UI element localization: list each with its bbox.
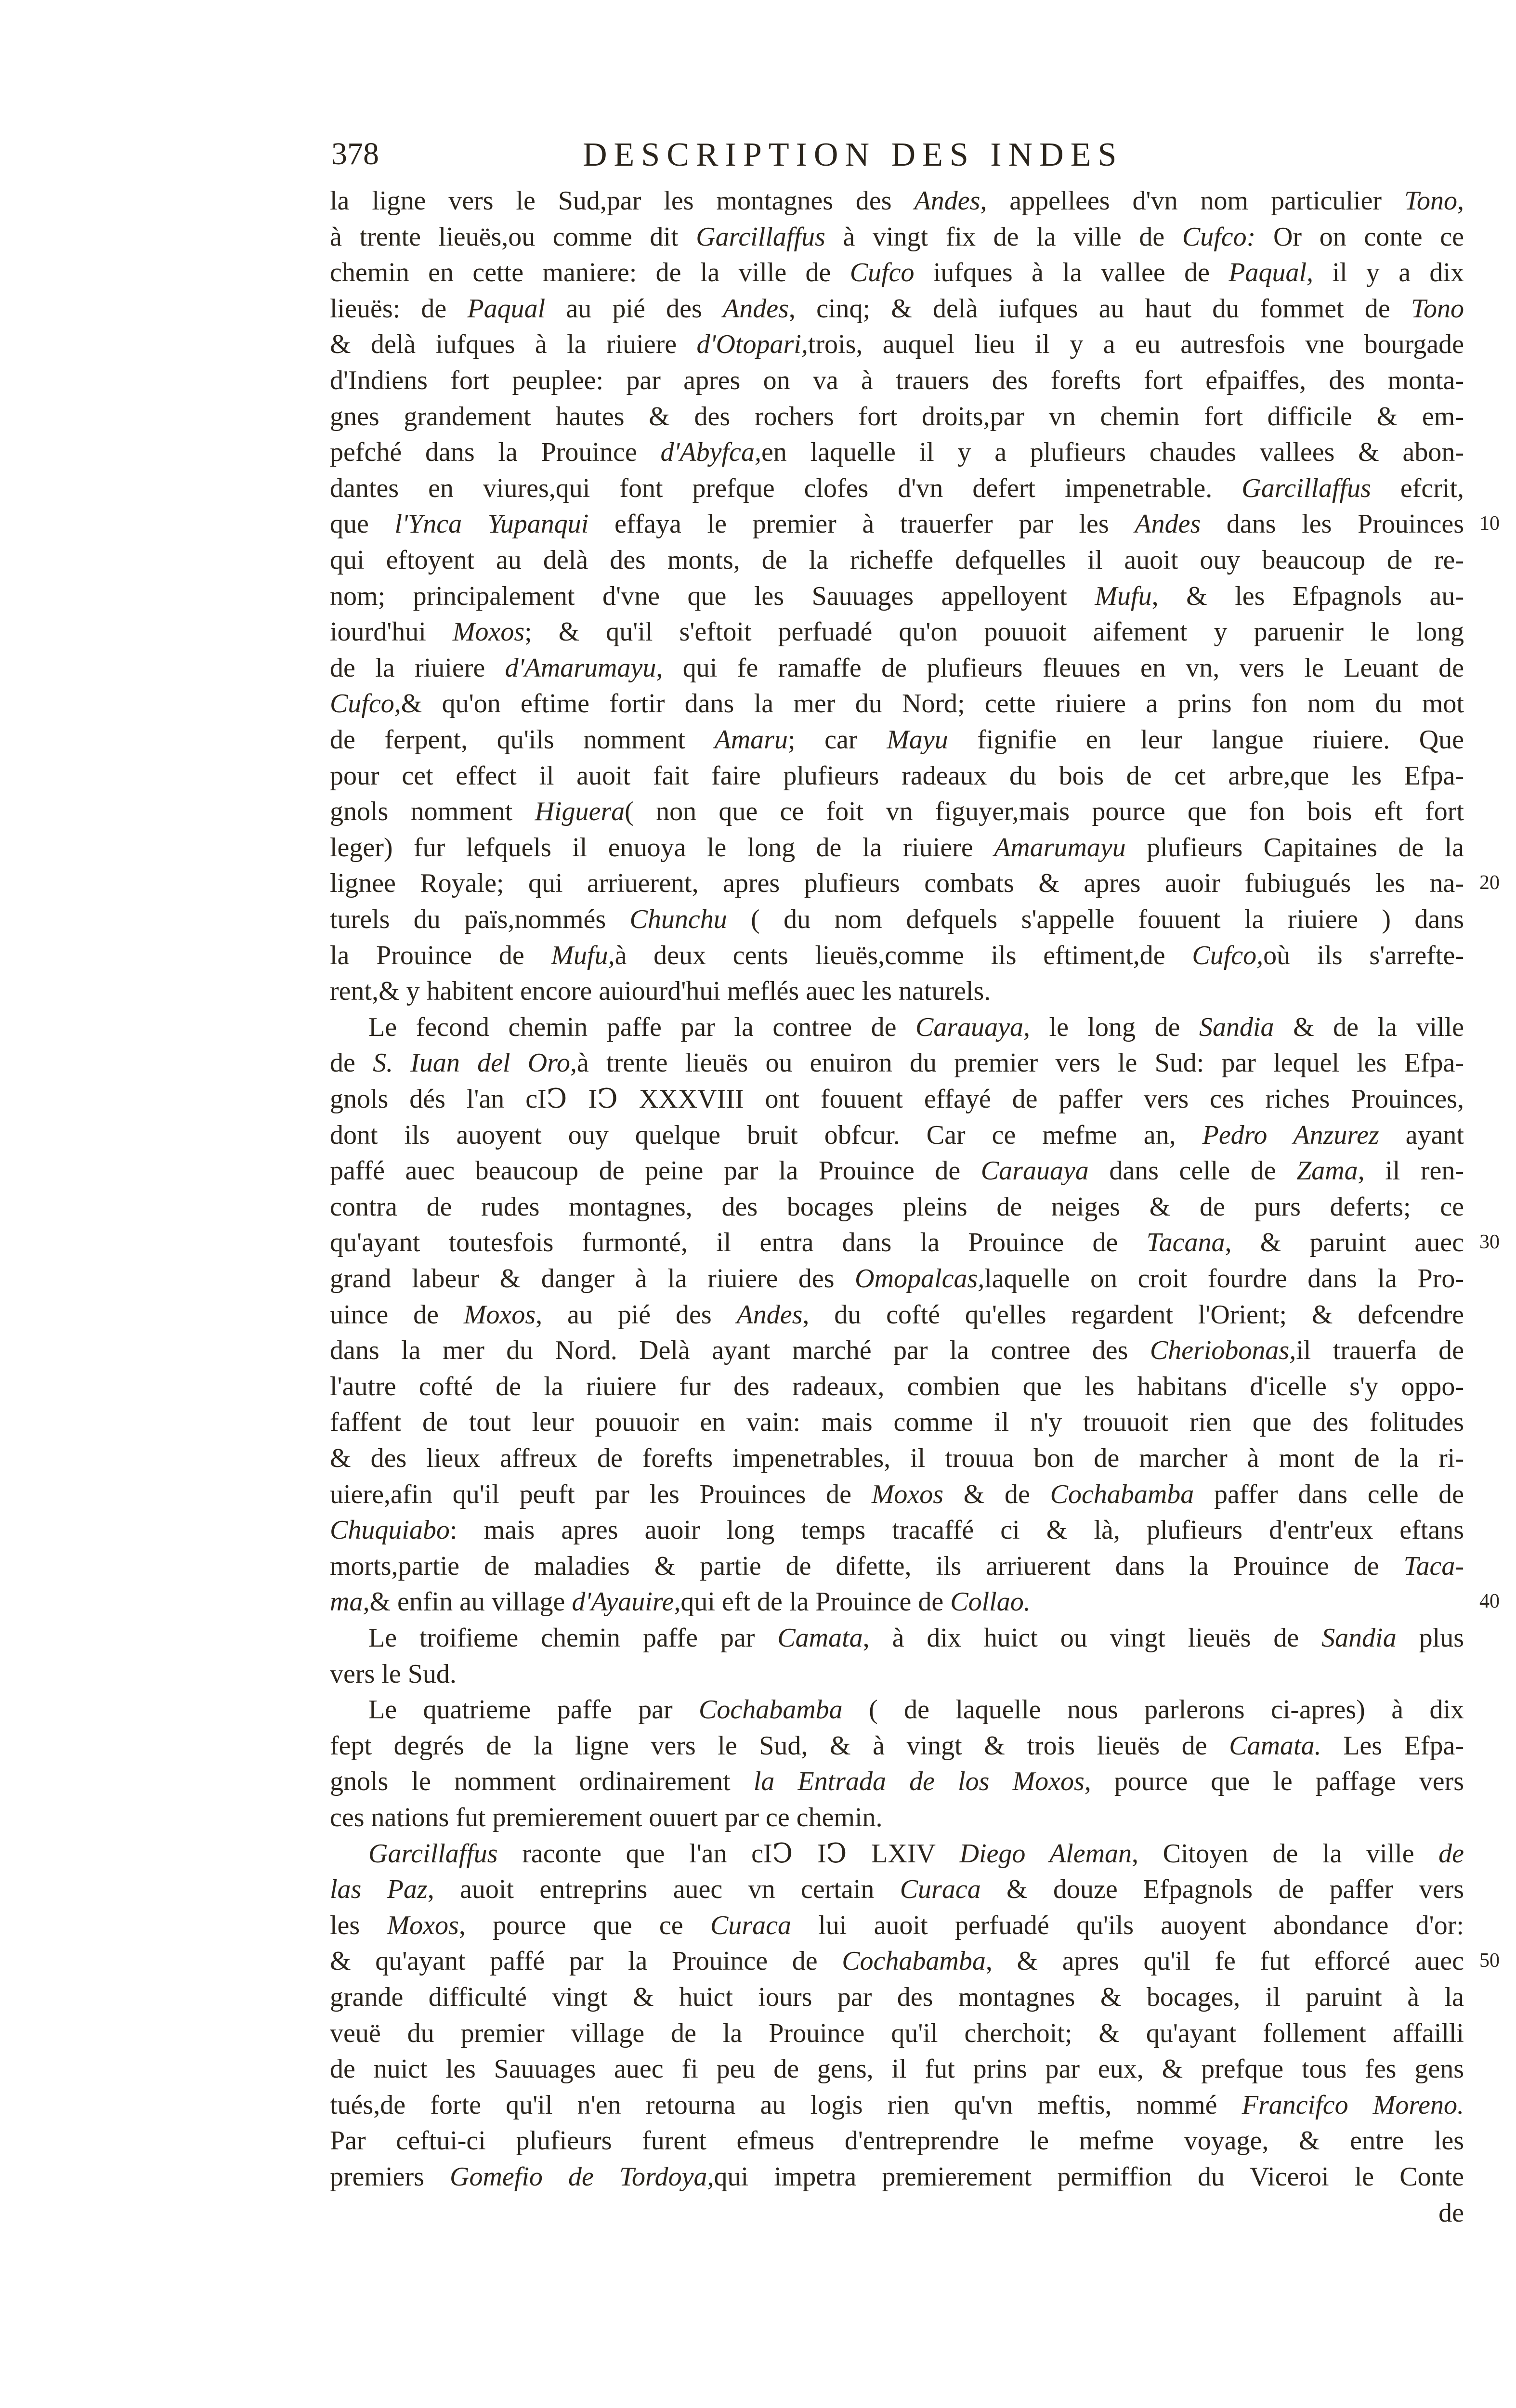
text-line — [330, 794, 1464, 829]
text-segment: à trente lieuës,ou comme dit — [330, 222, 696, 252]
text-line — [330, 1764, 1464, 1799]
text-segment: ; car — [787, 725, 887, 755]
text-segment: qui impetra premierement permiffion du Viceroi le Conte — [714, 2162, 1464, 2192]
text-segment: , le long de — [1023, 1012, 1199, 1042]
text-line — [330, 1153, 1464, 1189]
text-segment: à deux cents lieuës,comme ils eftiment,de — [614, 940, 1192, 970]
text-line — [330, 578, 1464, 614]
italic-proper-name: Omopalcas, — [855, 1264, 985, 1294]
text-line — [330, 219, 1464, 255]
text-line — [330, 1620, 1464, 1656]
text-line — [330, 1081, 1464, 1117]
text-line — [330, 1548, 1464, 1584]
italic-proper-name: d'Ayauire, — [572, 1587, 681, 1617]
text-segment: , à dix huict ou vingt lieuës de — [863, 1623, 1322, 1653]
italic-proper-name: Cochabamba — [1050, 1479, 1194, 1509]
margin-line-number-50: 50 — [1479, 1950, 1500, 1972]
text-segment: rent,& y habitent encore auiourd'hui meflés auec les naturels. — [330, 976, 991, 1007]
text-segment: d'Indiens fort peuplee: par apres on va à trauers des forefts fort efpaiffes, des monta- — [330, 366, 1464, 395]
italic-proper-name: Cufco: — [1182, 222, 1256, 252]
text-segment: , qui fe ramaffe de plufieurs fleuues en vn, vers le Leuant de — [656, 653, 1464, 683]
italic-proper-name: Moxos — [387, 1910, 459, 1940]
text-segment: fept degrés de la ligne vers le Sud, & à vingt & trois lieuës de — [330, 1730, 1229, 1761]
italic-proper-name: Paqual, — [1228, 258, 1314, 288]
text-segment: ; & qu'il s'eftoit perfuadé qu'on pouuoit aifement y paruenir le long — [524, 617, 1464, 647]
text-segment: de nuict les Sauuages auec fi peu de gens, il fut prins par eux, & prefque tous fes gens — [330, 2054, 1464, 2084]
text-segment: ( non que ce foit vn figuyer,mais pource que fon bois eft fort — [625, 797, 1464, 827]
text-segment: , & paruint auec — [1225, 1228, 1464, 1258]
italic-proper-name: Cochabamba — [842, 1946, 986, 1976]
text-segment: Or on conte ce — [1255, 222, 1464, 252]
text-line — [330, 399, 1464, 434]
text-segment: ces nations fut premierement ouuert par ce chemin. — [330, 1803, 883, 1832]
italic-proper-name: S. Iuan del Oro, — [373, 1048, 577, 1078]
italic-proper-name: Garcillaffus — [368, 1838, 498, 1869]
text-segment: contra de rudes montagnes, des bocages pleins de neiges & de purs deferts; ce — [330, 1191, 1464, 1222]
text-segment: morts,partie de maladies & partie de difette, ils arriuerent dans la Prouince de — [330, 1551, 1404, 1581]
text-segment: gnols dés l'an cIↃ IↃ XXXVIII ont fouuent effayé de paffer vers ces riches Prouinces, — [330, 1084, 1464, 1114]
text-segment: pefché dans la Prouince — [330, 437, 661, 468]
text-segment: , & les Efpagnols au- — [1151, 581, 1464, 611]
text-line — [330, 1692, 1464, 1727]
text-segment: la ligne vers le Sud,par les montagnes des — [330, 186, 915, 216]
italic-proper-name: d'Abyfca, — [660, 437, 761, 468]
text-segment: & delà iufques à la riuiere — [330, 329, 697, 360]
text-segment: Par ceftui-ci plufieurs furent efmeus d'entreprendre le mefme voyage, & entre les — [330, 2126, 1464, 2156]
text-segment: il y a dix — [1313, 258, 1464, 288]
text-segment: de ferpent, qu'ils nomment — [330, 725, 715, 755]
text-segment: fignifie en leur langue riuiere. Que — [948, 725, 1464, 755]
text-segment: gnols nomment — [330, 797, 535, 827]
italic-proper-name: Amaru — [714, 725, 788, 755]
text-segment: dans la mer du Nord. Delà ayant marché par la contree des — [330, 1335, 1150, 1366]
text-line — [330, 614, 1464, 650]
italic-proper-name: Chunchu — [629, 904, 727, 934]
text-segment: leger) fur lefquels il enuoya le long de la riuiere — [330, 832, 994, 863]
text-segment: de — [330, 1048, 373, 1078]
italic-proper-name: Carauaya — [980, 1156, 1089, 1186]
text-segment: paffé auec beaucoup de peine par la Prouince de — [330, 1156, 981, 1186]
text-line — [330, 902, 1464, 937]
italic-proper-name: Diego Aleman — [959, 1838, 1132, 1869]
text-line — [330, 1477, 1464, 1512]
running-head: DESCRIPTION DES INDES — [583, 136, 1124, 173]
text-line — [330, 471, 1464, 506]
text-segment: à trente lieuës ou enuiron du premier vers le Sud: par lequel les Efpa- — [576, 1048, 1464, 1078]
text-line — [330, 1440, 1464, 1476]
text-segment: que — [330, 509, 395, 539]
italic-proper-name: Mufu — [1095, 581, 1152, 611]
text-segment: grand labeur & danger à la riuiere des — [330, 1264, 855, 1294]
text-line — [330, 2159, 1464, 2195]
text-line — [330, 542, 1464, 578]
text-segment: , pource que le paffage vers — [1084, 1767, 1464, 1797]
text-line — [330, 1943, 1464, 1979]
text-segment: paffer dans celle de — [1194, 1479, 1464, 1509]
italic-proper-name: Moxos — [871, 1479, 944, 1509]
text-segment: , au pié des — [536, 1299, 737, 1330]
italic-proper-name: Collao. — [950, 1587, 1031, 1617]
text-segment: au pié des — [545, 293, 723, 324]
text-segment: chemin en cette maniere: de la ville de — [330, 258, 850, 288]
text-segment: & de — [943, 1479, 1050, 1509]
italic-proper-name: la Entrada de los Moxos — [753, 1767, 1085, 1797]
text-segment: Les Efpa- — [1321, 1730, 1464, 1761]
text-line — [330, 1045, 1464, 1081]
text-segment: pour cet effect il auoit fait faire plufieurs radeaux du bois de cet arbre,que les Efpa- — [330, 760, 1464, 791]
text-segment: plus — [1396, 1623, 1464, 1653]
text-line — [330, 686, 1464, 721]
text-line — [330, 1871, 1464, 1907]
margin-line-number-20: 20 — [1479, 872, 1500, 894]
text-line — [330, 1512, 1464, 1548]
italic-proper-name: Garcillaffus — [696, 222, 825, 252]
text-line — [330, 1404, 1464, 1440]
italic-proper-name: Zama, — [1296, 1156, 1365, 1186]
text-line — [330, 1979, 1464, 2015]
italic-proper-name: Cufco, — [330, 689, 401, 719]
italic-proper-name: Gomefio de Tordoya, — [450, 2162, 714, 2192]
text-segment: iourd'hui — [330, 617, 453, 647]
text-segment: nom; principalement d'vne que les Sauuages appelloyent — [330, 581, 1095, 611]
text-segment: les — [330, 1910, 387, 1940]
italic-proper-name: Curaca — [900, 1874, 981, 1905]
text-segment: il ren- — [1364, 1156, 1464, 1186]
italic-proper-name: Tono — [1411, 293, 1464, 324]
text-line — [330, 722, 1464, 758]
text-segment: Le troifieme chemin paffe par — [368, 1623, 778, 1653]
italic-proper-name: Chuquiabo — [330, 1515, 450, 1545]
text-segment: iufques à la vallee de — [914, 258, 1229, 288]
text-line — [330, 758, 1464, 794]
text-segment: ayant — [1379, 1120, 1464, 1150]
italic-proper-name: d'Amarumayu — [505, 653, 656, 683]
text-segment: & des lieux affreux de forefts impenetrables, il trouua bon de marcher à mont de la ri- — [330, 1443, 1464, 1473]
text-line — [330, 938, 1464, 973]
text-line — [330, 1189, 1464, 1225]
italic-proper-name: Sandia — [1199, 1012, 1274, 1042]
text-line — [330, 183, 1464, 219]
text-segment: dans celle de — [1088, 1156, 1297, 1186]
text-segment: qui eft de la Prouince de — [680, 1587, 951, 1617]
text-segment: dans les Prouinces — [1201, 509, 1464, 539]
italic-proper-name: Tacana — [1146, 1228, 1225, 1258]
text-segment: qu'ayant toutesfois furmonté, il entra dans la Prouince de — [330, 1228, 1147, 1258]
text-line — [330, 434, 1464, 470]
italic-proper-name: Mufu, — [551, 940, 615, 970]
text-segment: & douze Efpagnols de paffer vers — [980, 1874, 1464, 1905]
text-line — [330, 1225, 1464, 1260]
text-segment: en laquelle il y a plufieurs chaudes vallees & abon- — [761, 437, 1464, 468]
text-line — [330, 1728, 1464, 1764]
text-line — [330, 1656, 1464, 1692]
italic-proper-name: Tono, — [1404, 186, 1464, 216]
text-segment: tués,de forte qu'il n'en retourna au logis rien qu'vn meftis, nommé — [330, 2090, 1242, 2120]
italic-proper-name: Garcillaffus — [1242, 473, 1371, 503]
text-segment: ( du nom defquels s'appelle fouuent la riuiere ) dans — [727, 904, 1464, 934]
italic-proper-name: Paqual — [467, 293, 546, 324]
italic-proper-name: Pedro Anzurez — [1202, 1120, 1379, 1150]
text-segment: à vingt fix de la ville de — [825, 222, 1182, 252]
text-line — [330, 830, 1464, 865]
text-segment: vers le Sud. — [330, 1659, 457, 1689]
italic-proper-name: Cochabamba — [699, 1695, 843, 1725]
text-segment: Le quatrieme paffe par — [368, 1695, 699, 1725]
italic-proper-name: Moxos — [463, 1299, 536, 1330]
text-segment: plufieurs Capitaines de la — [1125, 832, 1464, 863]
text-line — [330, 1297, 1464, 1333]
italic-proper-name: Cufco, — [1192, 940, 1264, 970]
italic-proper-name: Francifco Moreno. — [1242, 2090, 1464, 2120]
text-segment: , & apres qu'il fe fut efforcé auec — [985, 1946, 1464, 1976]
italic-proper-name: de — [1438, 1838, 1464, 1869]
italic-proper-name: Higuera — [535, 797, 625, 827]
text-line — [330, 291, 1464, 327]
text-line — [330, 2015, 1464, 2051]
italic-proper-name: Amarumayu — [994, 832, 1126, 863]
text-line — [330, 2051, 1464, 2087]
margin-line-number-40: 40 — [1479, 1590, 1500, 1612]
italic-proper-name: Carauaya — [915, 1012, 1024, 1042]
text-line — [330, 363, 1464, 398]
text-line — [330, 650, 1464, 686]
text-segment: trois, auquel lieu il y a eu autresfois vne bourgade — [808, 329, 1464, 360]
text-segment: premiers — [330, 2162, 450, 2192]
italic-proper-name: Curaca — [710, 1910, 791, 1940]
text-segment: & qu'ayant paffé par la Prouince de — [330, 1946, 842, 1976]
text-segment: effaya le premier à trauerfer par les — [588, 509, 1135, 539]
italic-proper-name: Camata — [777, 1623, 863, 1653]
text-segment: & qu'on eftime fortir dans la mer du Nord; cette riuiere a prins fon nom du mot — [401, 689, 1464, 719]
text-segment: faffent de tout leur pouuoir en vain: mais comme il n'y trouuoit rien que des folitudes — [330, 1407, 1464, 1438]
text-segment: grande difficulté vingt & huict iours par des montagnes & bocages, il paruint à la — [330, 1982, 1464, 2012]
margin-line-number-30: 30 — [1479, 1231, 1500, 1253]
text-segment: il trauerfa de — [1296, 1335, 1464, 1366]
italic-proper-name: Camata. — [1229, 1730, 1321, 1761]
text-segment: où ils s'arrefte- — [1263, 940, 1464, 970]
text-segment: dantes en viures,qui font prefque clofes d'vn defert impenetrable. — [330, 473, 1242, 503]
text-segment: lui auoit perfuadé qu'ils auoyent abondance d'or: — [791, 1910, 1464, 1940]
text-line — [330, 1333, 1464, 1368]
text-line — [330, 1117, 1464, 1153]
italic-proper-name: Cufco — [849, 258, 915, 288]
text-segment: la Prouince de — [330, 940, 551, 970]
text-segment: uiere,afin qu'il peuft par les Prouinces de — [330, 1479, 872, 1509]
italic-proper-name: Andes — [736, 1299, 803, 1330]
text-segment: , du cofté qu'elles regardent l'Orient; & defcendre — [802, 1299, 1464, 1330]
text-line — [330, 1908, 1464, 1943]
text-segment: : mais apres auoir long temps tracaffé ci & là, plufieurs d'entr'eux eftans — [449, 1515, 1464, 1545]
text-segment: gnes grandement hautes & des rochers fort droits,par vn chemin fort difficile & em- — [330, 401, 1464, 432]
text-line — [330, 1009, 1464, 1045]
text-segment: Le fecond chemin paffe par la contree de — [368, 1012, 916, 1042]
italic-proper-name: Cheriobonas, — [1150, 1335, 1296, 1366]
text-line — [330, 1261, 1464, 1296]
italic-proper-name: Andes — [1135, 509, 1201, 539]
text-line — [330, 1800, 1464, 1835]
catchword — [330, 2195, 1464, 2231]
text-segment: qui eftoyent au delà des monts, de la richeffe defquelles il auoit ouy beaucoup de re- — [330, 545, 1464, 575]
text-segment: , pource que ce — [458, 1910, 710, 1940]
text-line — [330, 865, 1464, 901]
text-line — [330, 255, 1464, 290]
text-segment: & de la ville — [1274, 1012, 1464, 1042]
text-segment: , Citoyen de la ville — [1132, 1838, 1439, 1869]
text-line — [330, 973, 1464, 1009]
text-segment: laquelle on croit fourdre dans la Pro- — [984, 1264, 1464, 1294]
italic-proper-name: ma, — [330, 1587, 370, 1617]
text-segment: gnols le nomment ordinairement — [330, 1767, 754, 1797]
text-line — [330, 2123, 1464, 2159]
text-segment: raconte que l'an cIↃ IↃ LXIV — [497, 1838, 960, 1869]
text-segment: lignee Royale; qui arriuerent, apres plufieurs combats & apres auoir fubiugués les na- — [330, 868, 1464, 899]
text-segment: de — [1438, 2198, 1464, 2228]
text-segment: & enfin au village — [369, 1587, 572, 1617]
text-line — [330, 2087, 1464, 2123]
italic-proper-name: Mayu — [887, 725, 948, 755]
text-segment: lieuës: de — [330, 293, 468, 324]
italic-proper-name: Andes — [723, 293, 789, 324]
text-line — [330, 506, 1464, 542]
italic-proper-name: d'Otopari, — [696, 329, 808, 360]
text-line — [330, 1369, 1464, 1404]
text-segment: ( de laquelle nous parlerons ci-apres) à dix — [842, 1695, 1464, 1725]
text-segment: uince de — [330, 1299, 464, 1330]
italic-proper-name: Andes — [914, 186, 980, 216]
text-segment: , auoit entreprins auec vn certain — [427, 1874, 900, 1905]
text-line — [330, 1836, 1464, 1871]
text-segment: dont ils auoyent ouy quelque bruit obfcur. Car ce mefme an, — [330, 1120, 1202, 1150]
text-segment: , appellees d'vn nom particulier — [980, 186, 1404, 216]
text-segment: turels du païs,nommés — [330, 904, 630, 934]
text-segment: efcrit, — [1371, 473, 1464, 503]
margin-line-number-10: 10 — [1479, 512, 1500, 535]
italic-proper-name: l'Ynca Yupanqui — [394, 509, 589, 539]
page-number: 378 — [331, 136, 379, 171]
italic-proper-name: Sandia — [1321, 1623, 1397, 1653]
text-line — [330, 1584, 1464, 1620]
text-segment: , cinq; & delà iufques au haut du fommet de — [788, 293, 1411, 324]
text-segment: de la riuiere — [330, 653, 505, 683]
italic-proper-name: Taca- — [1403, 1551, 1464, 1581]
text-segment: l'autre cofté de la riuiere fur des radeaux, combien que les habitans d'icelle s'y oppo- — [330, 1371, 1464, 1401]
italic-proper-name: Moxos — [452, 617, 525, 647]
text-segment: veuë du premier village de la Prouince qu'il cherchoit; & qu'ayant follement affailli — [330, 2018, 1464, 2048]
italic-proper-name: las Paz — [330, 1874, 428, 1905]
text-line — [330, 327, 1464, 362]
